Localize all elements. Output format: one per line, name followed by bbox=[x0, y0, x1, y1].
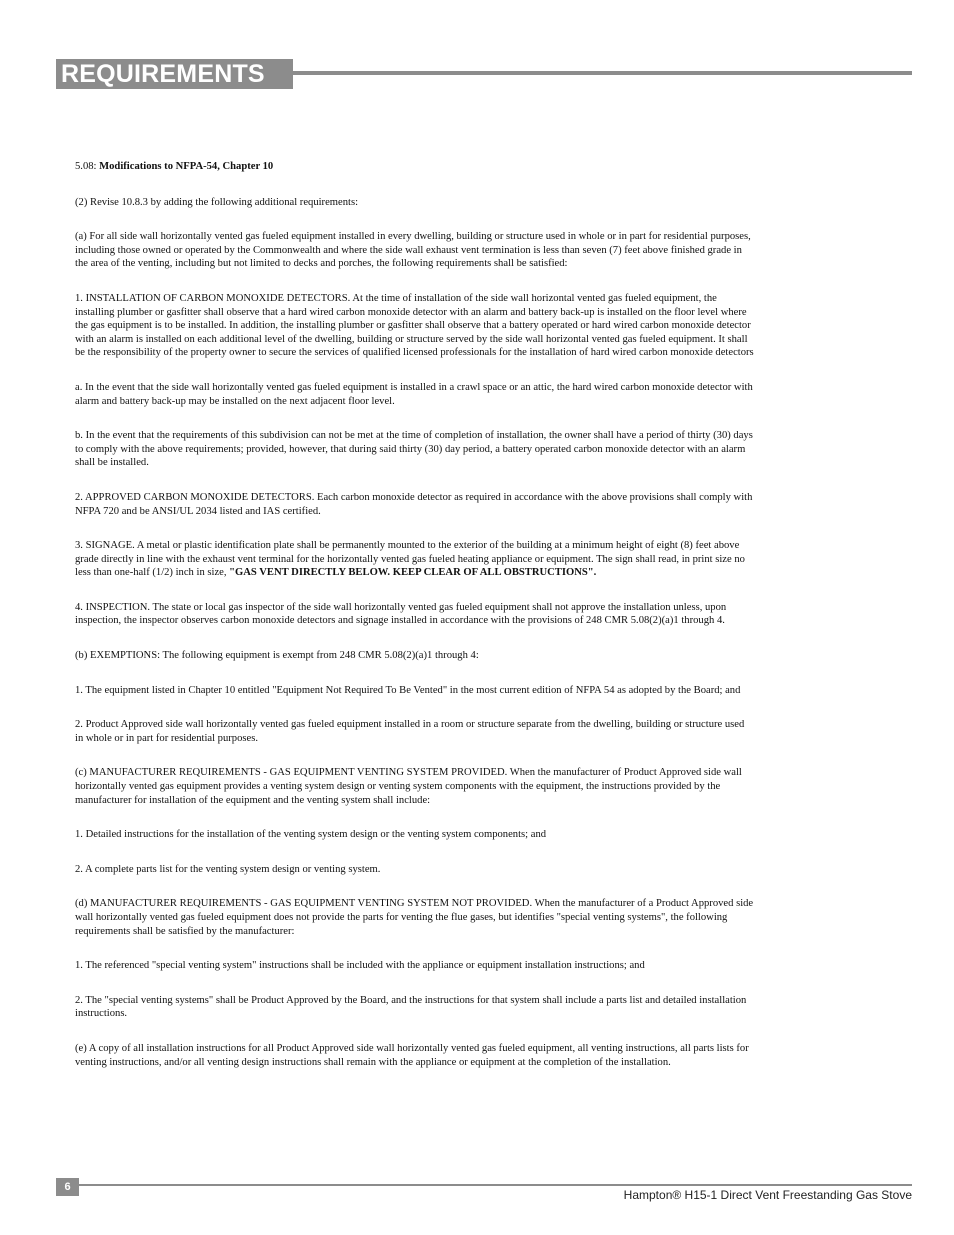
paragraph-crawl-space: a. In the event that the side wall horizontally vented gas fueled equipment is installed in a crawl space or an attic, the hard wired carbon monoxide detector with alarm and battery back-up may be installed on the next adjacent floor level. bbox=[75, 381, 753, 407]
paragraph-inspection: 4. INSPECTION. The state or local gas inspector of the side wall horizontally vented gas fueled equipment shall not approve the installation unless, upon inspection, the inspector observes carbon monoxide detectors and signage installed in accordance with the provisions of 248 CMR 5.08(2)(a)1 through 4. bbox=[75, 601, 727, 627]
section-title bbox=[75, 160, 755, 174]
paragraph-d: (d) MANUFACTURER REQUIREMENTS - GAS EQUIPMENT VENTING SYSTEM NOT PROVIDED. When the manufacturer of a Product Approved side wall horizontally vented gas fueled equipment does not provide the parts for venting the flue gases, but identifies "special venting systems", the following requirements shall be satisfied by the manufacturer: bbox=[75, 898, 754, 937]
section-heading: REQUIREMENTS bbox=[56, 59, 293, 89]
paragraph-a: (a) For all side wall horizontally vented gas fueled equipment installed in every dwelling, building or structure used in whole or in part for residential purposes, including those owned or operated by the Commonwealth and where the side wall exhaust vent termination is less than seven (7) feet above finished grade in the area of the venting, including but not limited to decks and porches, the following requirements shall be satisfied: bbox=[75, 231, 751, 270]
paragraph-c-2: 2. A complete parts list for the venting system design or venting system. bbox=[75, 863, 381, 875]
paragraph-exemption-1: 1. The equipment listed in Chapter 10 entitled "Equipment Not Required To Be Vented" in the most current edition of NFPA 54 as adopted by the Board; and bbox=[75, 684, 741, 696]
signage-warning: "GAS VENT DIRECTLY BELOW. KEEP CLEAR OF ALL OBSTRUCTIONS". bbox=[229, 567, 597, 579]
paragraph-e: (e) A copy of all installation instructions for all Product Approved side wall horizontally vented gas fueled equipment, all venting instructions, all parts lists for venting instructions, and/or all venting design instructions shall remain with the appliance or equipment at the completion of the installation. bbox=[75, 1042, 749, 1068]
paragraph-signage bbox=[75, 539, 755, 580]
section-title-text: Modifications to NFPA-54, Chapter 10 bbox=[99, 161, 274, 172]
paragraph-approved-detectors: 2. APPROVED CARBON MONOXIDE DETECTORS. Each carbon monoxide detector as required in accordance with the above provisions shall comply with NFPA 720 and be ANSI/UL 2034 listed and IAS certified. bbox=[75, 491, 753, 517]
footer-rule bbox=[79, 1184, 912, 1186]
page-header bbox=[56, 59, 912, 89]
paragraph-d-1: 1. The referenced "special venting system" instructions shall be included with the appliance or equipment installation instructions; and bbox=[75, 960, 645, 972]
paragraph-exemption-2: 2. Product Approved side wall horizontally vented gas fueled equipment installed in a room or structure separate from the dwelling, building or structure used in whole or in part for residential purposes. bbox=[75, 719, 745, 744]
paragraph-co-detectors: 1. INSTALLATION OF CARBON MONOXIDE DETECTORS. At the time of installation of the side wall horizontal vented gas fueled equipment, the installing plumber or gasfitter shall observe that a hard wired carbon monoxide detector with an alarm and battery back-up is installed on the floor level where the gas equipment is to be installed. In addition, the installing plumber or gasfitter shall observe that a battery operated or hard wired carbon monoxide detector with an alarm is installed on each additional level of the dwelling, building or structure served by the side wall horizontal vented gas fueled equipment. It shall be the responsibility of the property owner to secure the services of qualified licensed professionals for the installation of hard wired carbon monoxide detectors bbox=[75, 292, 754, 359]
paragraph-c-1: 1. Detailed instructions for the installation of the venting system design or the venting system components; and bbox=[75, 829, 547, 841]
signage-text: 3. SIGNAGE. A metal or plastic identification plate shall be permanently mounted to the exterior of the building at a minimum height of eight (8) feet above grade directly in line with the exhaust vent terminal for the horizontally vented gas fueled heating appliance or equipment. The sign shall read, in print size no less than one-half (1/2) inch in size, bbox=[75, 540, 745, 579]
page-number: 6 bbox=[56, 1178, 79, 1196]
paragraph-c: (c) MANUFACTURER REQUIREMENTS - GAS EQUIPMENT VENTING SYSTEM PROVIDED. When the manufacturer of Product Approved side wall horizontally vented gas equipment provides a venting system design or venting system components with the equipment, the instructions provided by the manufacturer for installation of the equipment and the venting system shall include: bbox=[75, 767, 742, 806]
paragraph-d-2: 2. The "special venting systems" shall be Product Approved by the Board, and the instructions for that system shall include a parts list and detailed installation instructions. bbox=[75, 994, 747, 1020]
paragraph-exemptions: (b) EXEMPTIONS: The following equipment is exempt from 248 CMR 5.08(2)(a)1 through 4: bbox=[75, 650, 479, 662]
document-title: Hampton® H15-1 Direct Vent Freestanding Gas Stove bbox=[623, 1188, 912, 1202]
paragraph-thirty-days: b. In the event that the requirements of this subdivision can not be met at the time of completion of installation, the owner shall have a period of thirty (30) days to comply with the above requirements; provided, however, that during said thirty (30) day period, a battery operated carbon monoxide detector with an alarm shall be installed. bbox=[75, 430, 753, 469]
document-body bbox=[75, 160, 755, 1090]
section-number: 5.08: bbox=[75, 161, 100, 172]
page-footer bbox=[56, 1178, 912, 1202]
paragraph-revise: (2) Revise 10.8.3 by adding the following additional requirements: bbox=[75, 196, 359, 208]
header-rule bbox=[293, 71, 912, 75]
